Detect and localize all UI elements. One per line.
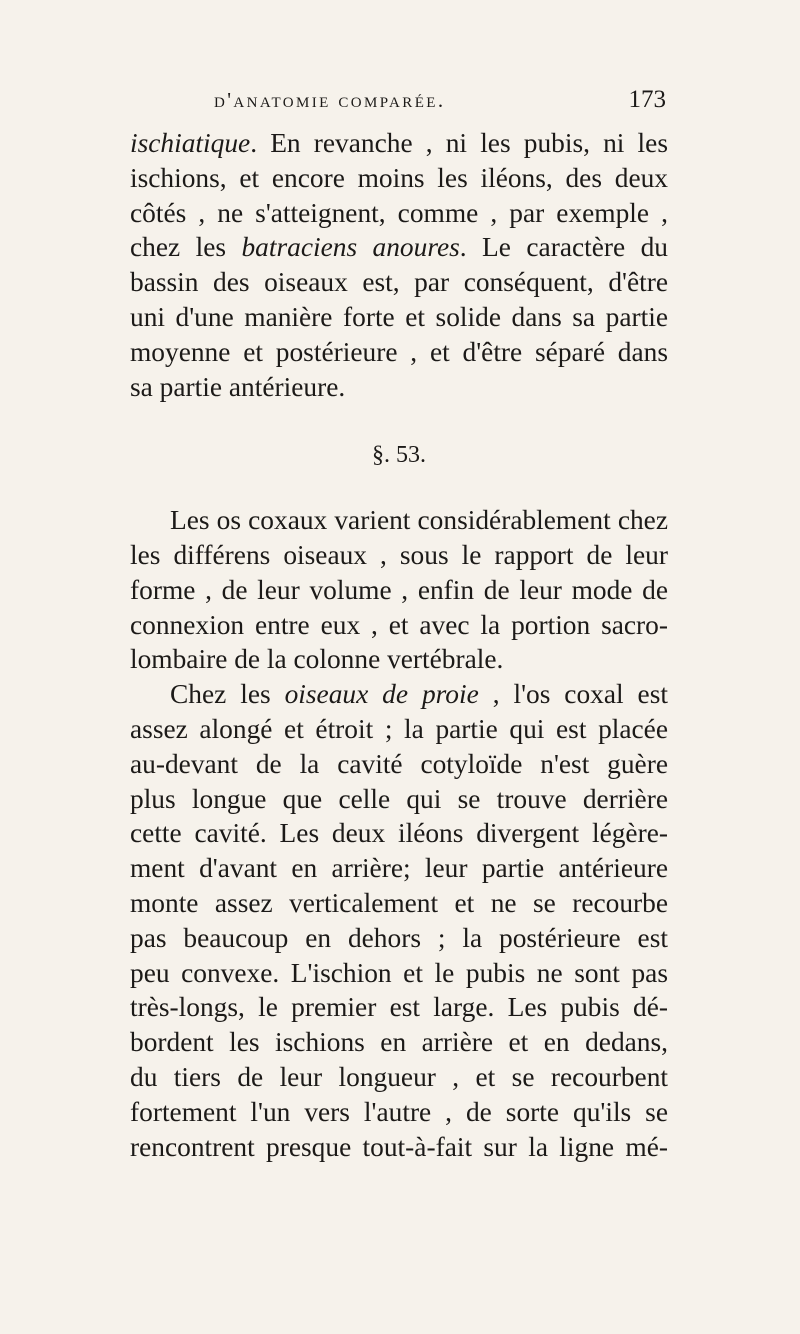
text-line: connexion entre eux , et avec la portion sacro- [130, 609, 668, 640]
running-title: d'anatomie comparée. [214, 88, 446, 112]
line-text: Chez les [170, 679, 285, 710]
body-text [130, 126, 668, 1164]
text-line: du tiers de leur longueur , et se recourbent [130, 1061, 668, 1092]
text-line: peu convexe. L'ischion et le pubis ne sont pas [130, 957, 668, 988]
paragraph-1 [130, 126, 668, 404]
text-line: ischions, et encore moins les iléons, des deux [130, 162, 668, 193]
text-line: côtés , ne s'atteignent, comme , par exemple , [130, 197, 668, 228]
text-line [130, 126, 668, 161]
text-line: plus longue que celle qui se trouve derrière [130, 783, 668, 814]
page-header [128, 86, 666, 122]
page-number: 173 [628, 86, 666, 113]
text-line: bassin des oiseaux est, par conséquent, d'être [130, 267, 668, 298]
paragraph-3 [130, 677, 668, 1164]
text-line: rencontrent presque tout-à-fait sur la ligne mé- [130, 1131, 668, 1162]
line-text: . En revanche , ni les pubis, ni les [250, 128, 668, 158]
text-line: Les os coxaux varient considérablement chez [170, 505, 668, 536]
text-line [130, 230, 668, 265]
italic-term: oiseaux de proie [284, 679, 479, 710]
text-line: au-devant de la cavité cotyloïde n'est guère [130, 748, 668, 779]
text-line [130, 677, 668, 712]
text-line: sa partie antérieure. [130, 371, 346, 402]
italic-term: batraciens anoures [241, 232, 460, 263]
text-line: lombaire de la colonne vertébrale. [130, 644, 504, 675]
text-line: forme , de leur volume , enfin de leur mode de [130, 574, 668, 605]
text-line: les différens oiseaux , sous le rapport de leur [130, 539, 668, 570]
text-line: assez alongé et étroit ; la partie qui est placée [130, 713, 668, 744]
text-line: bordent les ischions en arrière et en dedans, [130, 1027, 668, 1058]
line-text: chez les [130, 232, 242, 263]
section-heading: §. 53. [372, 442, 426, 469]
text-line: pas beaucoup en dehors ; la postérieure est [130, 922, 668, 953]
text-line: uni d'une manière forte et solide dans sa partie [130, 301, 668, 332]
text-line: moyenne et postérieure , et d'être séparé dans [130, 336, 668, 367]
paragraph-2 [130, 503, 668, 677]
text-line: très-longs, le premier est large. Les pubis dé- [130, 992, 668, 1023]
text-line: fortement l'un vers l'autre , de sorte qu'ils se [130, 1096, 668, 1127]
line-text: , l'os coxal est [478, 679, 668, 710]
text-line: monte assez verticalement et ne se recourbe [130, 887, 668, 918]
text-line: ment d'avant en arrière; leur partie antérieure [130, 853, 668, 884]
text-line: cette cavité. Les deux iléons divergent légère- [130, 818, 668, 849]
italic-term: ischiatique [130, 128, 251, 158]
line-text: . Le caractère du [459, 232, 668, 263]
